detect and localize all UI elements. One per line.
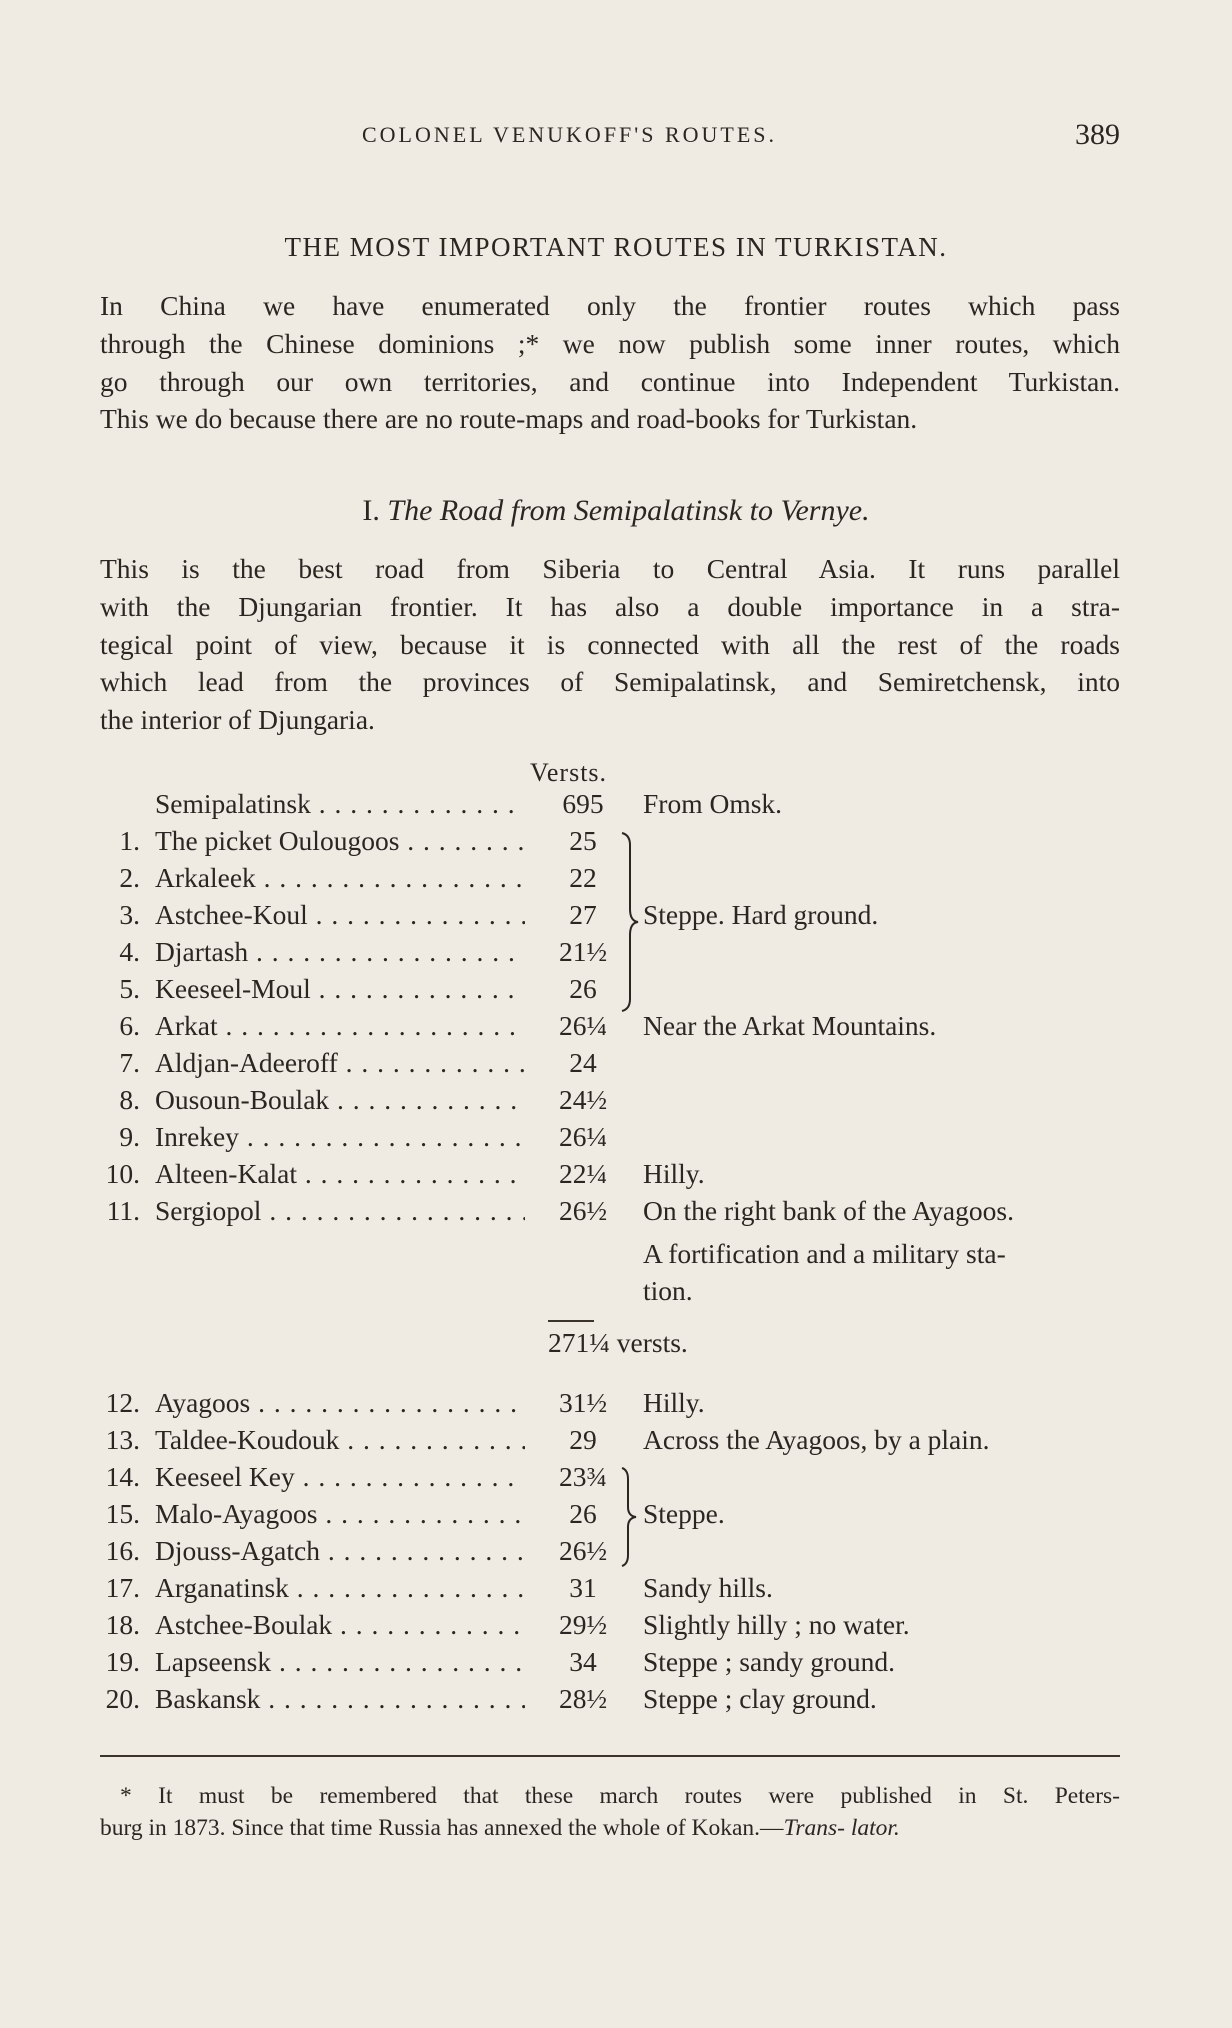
row-distance: 25: [569, 825, 597, 856]
row-note: Across the Ayagoos, by a plain.: [643, 1424, 990, 1455]
row-note: Near the Arkat Mountains.: [643, 1010, 937, 1041]
row-distance: 26: [569, 1498, 597, 1529]
row-distance: 31½: [558, 1387, 608, 1418]
row-number: 10.: [105, 1158, 140, 1189]
row-note: Steppe. Hard ground.: [643, 899, 879, 930]
table-row: [0, 1533, 1232, 1569]
row-note: Slightly hilly ; no water.: [643, 1609, 910, 1640]
row-place: Astchee-Boulak . . .: [155, 1607, 525, 1643]
table-row: [0, 860, 1232, 896]
row-place: Arkaleek . . .: [155, 860, 525, 896]
row-number: 2.: [119, 862, 140, 893]
row-note-continued: tion.: [643, 1275, 693, 1306]
row-distance: 22¼: [558, 1158, 608, 1189]
row-place: Keeseel-Moul . . .: [155, 971, 525, 1007]
row-distance: 24: [569, 1047, 597, 1078]
row-distance: 29: [569, 1424, 597, 1455]
footnote-text: burg in 1873. Since that time Russia has annexed the whole of Kokan.—: [100, 1815, 784, 1841]
note-continuation: [0, 1236, 1232, 1272]
table-row: [0, 934, 1232, 970]
description-line: This is the best road from Siberia to Central Asia. It runs parallel: [100, 553, 1120, 584]
footnote-translator: Trans- lator.: [783, 1815, 900, 1841]
table-row: [0, 1570, 1232, 1606]
table-row: [0, 1681, 1232, 1717]
row-place: Sergiopol . . .: [155, 1193, 525, 1229]
row-place: Aldjan-Adeeroff . . .: [155, 1045, 525, 1081]
row-place: Astchee-Koul . . .: [155, 897, 525, 933]
row-distance: 26: [569, 973, 597, 1004]
intro-line: go through our own territories, and continue into Independent Turkistan.: [100, 365, 1120, 397]
description-line: which lead from the provinces of Semipalatinsk, and Semiretchensk, into: [100, 666, 1120, 698]
row-note: Steppe.: [643, 1498, 725, 1529]
description-line: the interior of Djungaria.: [100, 704, 375, 736]
row-place: Baskansk . . .: [155, 1681, 525, 1717]
table-row: [0, 971, 1232, 1007]
row-number: 18.: [105, 1609, 140, 1640]
note-continuation: [0, 1273, 1232, 1309]
row-distance: 29½: [558, 1609, 608, 1640]
versts-column-header: Versts.: [530, 758, 608, 787]
row-distance: 23¾: [558, 1461, 608, 1492]
row-note: On the right bank of the Ayagoos.: [643, 1195, 1014, 1226]
table-row: [0, 1385, 1232, 1421]
row-note: Steppe ; clay ground.: [643, 1683, 877, 1714]
table-row: [0, 1607, 1232, 1643]
row-distance: 26¼: [558, 1121, 608, 1152]
row-place: Taldee-Koudouk . . .: [155, 1422, 525, 1458]
table-row: [0, 1644, 1232, 1680]
row-number: 8.: [119, 1084, 140, 1115]
table-row: [0, 786, 1232, 822]
row-number: 14.: [105, 1461, 140, 1492]
row-number: 9.: [119, 1121, 140, 1152]
table-row: [0, 1193, 1232, 1229]
row-note: From Omsk.: [643, 788, 783, 819]
subtotal-rule: [548, 1320, 594, 1322]
row-distance: 22: [569, 862, 597, 893]
row-number: 6.: [119, 1010, 140, 1041]
row-place: Ousoun-Boulak . . .: [155, 1082, 525, 1118]
page-number: 389: [1075, 118, 1120, 151]
row-place: Arganatinsk . . .: [155, 1570, 525, 1606]
brace-steppe-group: [618, 829, 640, 1015]
intro-line: In China we have enumerated only the frontier routes which pass: [100, 290, 1120, 321]
row-distance: 34: [569, 1646, 597, 1677]
row-place: Djartash . . .: [155, 934, 525, 970]
table-row: [0, 1496, 1232, 1532]
row-distance: 26½: [558, 1195, 608, 1226]
row-place: Lapseensk . . .: [155, 1644, 525, 1680]
footnote-line: * It must be remembered that these march routes were published in St. Peters-: [120, 1783, 1120, 1809]
row-number: 1.: [119, 825, 140, 856]
row-number: 5.: [119, 973, 140, 1004]
table-row: [0, 1045, 1232, 1081]
row-number: 13.: [105, 1424, 140, 1455]
row-place: Ayagoos . . .: [155, 1385, 525, 1421]
row-place: Malo-Ayagoos . . .: [155, 1496, 525, 1532]
row-place: Semipalatinsk . . .: [155, 786, 525, 822]
row-note: Hilly.: [643, 1158, 705, 1189]
intro-line: This we do because there are no route-maps and road-books for Turkistan.: [100, 403, 918, 435]
row-number: 12.: [105, 1387, 140, 1418]
row-distance: 26¼: [558, 1010, 608, 1041]
intro-paragraph: [100, 287, 1120, 438]
row-number: 17.: [105, 1572, 140, 1603]
row-note: Sandy hills.: [643, 1572, 773, 1603]
table-row: [0, 823, 1232, 859]
route-heading: [0, 494, 1232, 528]
footnote-line: [100, 1812, 1120, 1844]
section-heading: THE MOST IMPORTANT ROUTES IN TURKISTAN.: [284, 232, 948, 262]
brace-steppe-group-2: [618, 1465, 640, 1569]
row-note: Hilly.: [643, 1387, 705, 1418]
row-place: Alteen-Kalat . . .: [155, 1156, 525, 1192]
table-row: [0, 1119, 1232, 1155]
row-place: Keeseel Key . . .: [155, 1459, 525, 1495]
row-distance: 27: [569, 899, 597, 930]
row-number: 4.: [119, 936, 140, 967]
table-row: [0, 1082, 1232, 1118]
route-numeral: I.: [362, 494, 380, 527]
footnote: [100, 1780, 1120, 1844]
row-distance: 695: [562, 788, 604, 819]
row-distance: 24½: [558, 1084, 608, 1115]
running-title: COLONEL VENUKOFF'S ROUTES.: [362, 122, 778, 147]
page-header: [100, 118, 1120, 158]
intro-line: through the Chinese dominions ;* we now publish some inner routes, which: [100, 327, 1120, 359]
row-number: 16.: [105, 1535, 140, 1566]
row-place: Djouss-Agatch . . .: [155, 1533, 525, 1569]
row-note-continued: A fortification and a military sta-: [643, 1238, 1006, 1269]
description-line: with the Djungarian frontier. It has also a double importance in a stra-: [100, 590, 1120, 622]
table-row: [0, 1459, 1232, 1495]
row-number: 11.: [106, 1195, 140, 1226]
description-line: tegical point of view, because it is connected with all the rest of the roads: [100, 628, 1120, 660]
footnote-rule: [100, 1755, 1120, 1757]
row-place: The picket Oulougoos . . .: [155, 823, 525, 859]
row-number: 7.: [119, 1047, 140, 1078]
subtotal: 271¼ versts.: [548, 1327, 688, 1358]
table-row: [0, 897, 1232, 933]
table-row: [0, 1422, 1232, 1458]
row-place: Inrekey . . .: [155, 1119, 525, 1155]
row-note: Steppe ; sandy ground.: [643, 1646, 896, 1677]
row-number: 19.: [105, 1646, 140, 1677]
row-distance: 28½: [558, 1683, 608, 1714]
row-number: 15.: [105, 1498, 140, 1529]
table-row: [0, 1156, 1232, 1192]
row-distance: 26½: [558, 1535, 608, 1566]
row-number: 3.: [119, 899, 140, 930]
row-number: 20.: [105, 1683, 140, 1714]
row-place: Arkat . . .: [155, 1008, 525, 1044]
route-title: The Road from Semipalatinsk to Vernye.: [387, 494, 870, 527]
row-distance: 21½: [558, 936, 608, 967]
table-row: [0, 1008, 1232, 1044]
row-distance: 31: [569, 1572, 597, 1603]
route-description: [100, 550, 1120, 739]
